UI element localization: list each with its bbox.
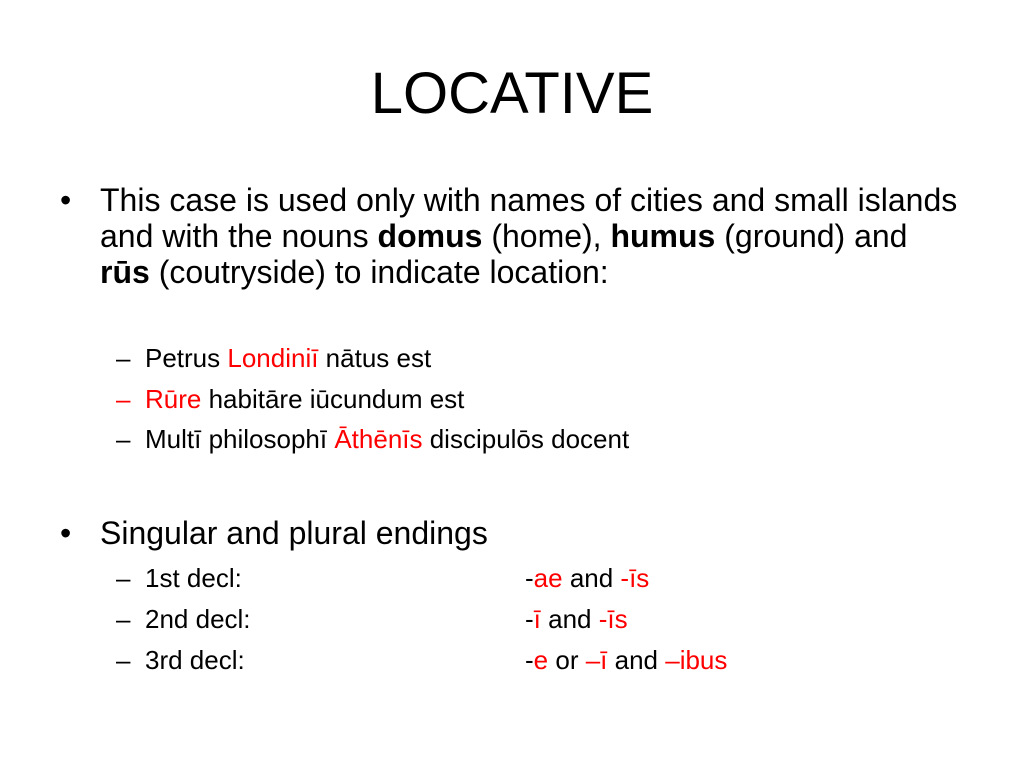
bullet-marker: •	[60, 182, 72, 218]
ending-form: ī	[533, 604, 541, 634]
example-text	[145, 343, 431, 373]
example-text	[145, 384, 464, 414]
example-suffix: habitāre iūcundum est	[201, 384, 465, 414]
dash-marker: –	[116, 343, 131, 373]
dash-marker: –	[116, 384, 131, 414]
bullet-text: Singular and plural endings	[100, 515, 488, 551]
dash-marker: –	[116, 424, 131, 454]
noun-rus: rūs	[100, 254, 150, 290]
dash-marker: –	[116, 563, 131, 593]
text-segment: -	[525, 604, 534, 634]
text-segment: and	[607, 645, 666, 675]
bullet-marker: •	[60, 515, 72, 551]
text-segment: (home),	[482, 218, 611, 254]
slide-title: LOCATIVE	[370, 61, 654, 126]
ending-form: -īs	[620, 563, 650, 593]
dash-marker: –	[116, 604, 131, 634]
example-prefix: Multī philosophī	[145, 424, 335, 454]
locative-form: Āthēnīs	[334, 424, 423, 454]
ending-form: e	[533, 645, 549, 675]
declension-label: 2nd decl:	[145, 604, 251, 634]
locative-form: Londiniī	[227, 343, 319, 373]
endings-text	[525, 563, 649, 593]
text-segment: or	[548, 645, 586, 675]
example-prefix: Petrus	[145, 343, 228, 373]
example-suffix: nātus est	[318, 343, 432, 373]
text-segment: (ground) and	[715, 218, 908, 254]
ending-form: -īs	[598, 604, 628, 634]
text-segment: and	[562, 563, 621, 593]
noun-humus: humus	[610, 218, 716, 254]
declension-label: 1st decl:	[145, 563, 242, 593]
text-segment: and	[540, 604, 599, 634]
endings-text	[525, 645, 727, 675]
dash-marker: –	[116, 645, 131, 675]
text-segment: This case is used only with names of cities and small islands and with the nouns	[100, 182, 958, 254]
ending-form: –ibus	[665, 645, 728, 675]
text-segment: -	[525, 563, 534, 593]
ending-form: ae	[533, 563, 563, 593]
bullet-text	[100, 182, 960, 290]
locative-form: Rūre	[145, 384, 202, 414]
noun-domus: domus	[377, 218, 483, 254]
declension-label: 3rd decl:	[145, 645, 245, 675]
text-segment: -	[525, 645, 534, 675]
endings-text	[525, 604, 628, 634]
example-suffix: discipulōs docent	[422, 424, 630, 454]
example-text	[145, 424, 629, 454]
text-segment: (coutryside) to indicate location:	[149, 254, 609, 290]
ending-form: –ī	[585, 645, 608, 675]
